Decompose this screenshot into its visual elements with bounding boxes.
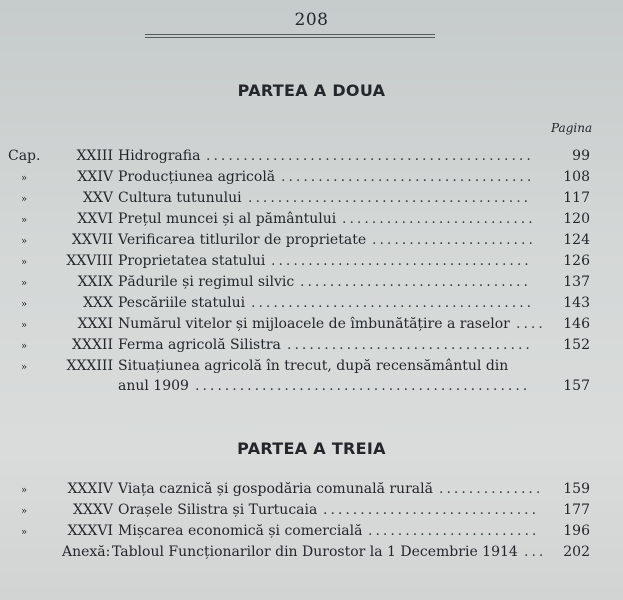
chapter-title: Viața caznică și gospodăria comunală rurală bbox=[118, 481, 433, 497]
dot-leader: ...................................... bbox=[248, 190, 532, 206]
toc-entry bbox=[0, 378, 623, 398]
chapter-number: XXVII bbox=[71, 232, 113, 248]
chapter-number: XXIX bbox=[77, 274, 113, 290]
chapter-prefix: » bbox=[21, 320, 28, 331]
toc-entry bbox=[0, 148, 623, 168]
page-reference: 152 bbox=[563, 337, 590, 353]
chapter-number: XXV bbox=[82, 190, 113, 206]
chapter-prefix: » bbox=[21, 362, 28, 373]
chapter-title: Ferma agricolă Silistra bbox=[118, 337, 281, 353]
chapter-title: Hidrografia bbox=[118, 148, 201, 164]
toc-entry bbox=[0, 337, 623, 357]
page-reference: 137 bbox=[563, 274, 590, 290]
chapter-title: Orașele Silistra și Turtucaia bbox=[118, 502, 318, 518]
toc-entry bbox=[0, 358, 623, 378]
chapter-title: Situațiunea agricolă în trecut, după recensământul din bbox=[118, 358, 509, 374]
dot-leader: .............. bbox=[439, 481, 544, 497]
toc-entry bbox=[0, 211, 623, 231]
page-reference: 196 bbox=[563, 523, 590, 539]
chapter-prefix: » bbox=[21, 485, 28, 496]
dot-leader: .................................. bbox=[281, 169, 535, 185]
page-reference: 99 bbox=[572, 148, 590, 164]
dot-leader: .......................... bbox=[342, 211, 536, 227]
chapter-title: Producțiunea agricolă bbox=[118, 169, 276, 185]
chapter-prefix: » bbox=[21, 527, 28, 538]
page-reference: 146 bbox=[563, 316, 590, 332]
chapter-number: XXX bbox=[83, 295, 113, 311]
header-rule-top bbox=[145, 34, 435, 35]
chapter-title: Numărul vitelor și mijloacele de îmbunătățire a raselor bbox=[118, 316, 510, 332]
dot-leader: ...................................... bbox=[251, 295, 535, 311]
page-reference: 126 bbox=[563, 253, 590, 269]
chapter-title: Verificarea titlurilor de proprietate bbox=[118, 232, 367, 248]
dot-leader: ............................................ bbox=[206, 148, 534, 164]
part-two-title: PARTEA A DOUA bbox=[237, 81, 386, 100]
toc-entry bbox=[0, 232, 623, 252]
chapter-prefix: » bbox=[21, 173, 28, 184]
chapter-title: Proprietatea statului bbox=[118, 253, 266, 269]
page-reference: 108 bbox=[563, 169, 590, 185]
chapter-title: Pescăriile statului bbox=[118, 295, 246, 311]
toc-entry bbox=[0, 295, 623, 315]
dot-leader: ....................... bbox=[368, 523, 540, 539]
chapter-title: anul 1909 bbox=[118, 378, 189, 394]
dot-leader: ................................. bbox=[287, 337, 533, 353]
toc-entry-annex bbox=[0, 544, 623, 564]
chapter-number: XXIV bbox=[77, 169, 113, 185]
chapter-prefix: » bbox=[21, 257, 28, 268]
page-reference: 177 bbox=[563, 502, 590, 518]
chapter-prefix: Cap. bbox=[8, 148, 41, 164]
dot-leader: ............................... bbox=[300, 274, 531, 290]
toc-entry bbox=[0, 274, 623, 294]
chapter-number: XXXIII bbox=[66, 358, 113, 374]
chapter-prefix: » bbox=[21, 194, 28, 205]
page-number: 208 bbox=[294, 10, 329, 30]
chapter-title: Pădurile și regimul silvic bbox=[118, 274, 295, 290]
page-reference: 120 bbox=[563, 211, 590, 227]
dot-leader: ............................................. bbox=[195, 378, 531, 394]
toc-entry bbox=[0, 523, 623, 543]
chapter-number: XXXII bbox=[72, 337, 113, 353]
pagina-column-label: Pagina bbox=[551, 121, 593, 135]
dot-leader: .... bbox=[516, 316, 546, 332]
page-reference: 159 bbox=[563, 481, 590, 497]
chapter-prefix: » bbox=[21, 236, 28, 247]
annex-label: Anexă: bbox=[62, 544, 111, 560]
chapter-prefix: » bbox=[21, 278, 28, 289]
toc-entry bbox=[0, 316, 623, 336]
page-reference: 202 bbox=[563, 544, 590, 560]
toc-entry bbox=[0, 481, 623, 501]
dot-leader: ............................. bbox=[323, 502, 540, 518]
page-reference: 157 bbox=[563, 378, 590, 394]
chapter-prefix: » bbox=[21, 341, 28, 352]
toc-entry bbox=[0, 253, 623, 273]
toc-entry bbox=[0, 190, 623, 210]
page-reference: 117 bbox=[563, 190, 590, 206]
chapter-number: XXIII bbox=[76, 148, 113, 164]
header-rule-bottom bbox=[145, 37, 435, 38]
part-three-title: PARTEA A TREIA bbox=[237, 439, 386, 458]
chapter-number: XXXIV bbox=[67, 481, 113, 497]
page-reference: 143 bbox=[563, 295, 590, 311]
chapter-title: Prețul muncei și al pământului bbox=[118, 211, 337, 227]
chapter-number: XXVIII bbox=[66, 253, 113, 269]
dot-leader: ... bbox=[524, 544, 547, 560]
toc-entry bbox=[0, 169, 623, 189]
dot-leader: ...................... bbox=[372, 232, 536, 248]
chapter-number: XXXV bbox=[72, 502, 113, 518]
chapter-prefix: » bbox=[21, 506, 28, 517]
chapter-title: Mișcarea economică și comercială bbox=[118, 523, 363, 539]
page-reference: 124 bbox=[563, 232, 590, 248]
chapter-prefix: » bbox=[21, 299, 28, 310]
chapter-prefix: » bbox=[21, 215, 28, 226]
chapter-title: Cultura tutunului bbox=[118, 190, 242, 206]
chapter-number: XXVI bbox=[77, 211, 113, 227]
chapter-number: XXXI bbox=[77, 316, 113, 332]
dot-leader: ................................... bbox=[271, 253, 532, 269]
annex-title: Tabloul Funcționarilor din Durostor la 1 Decembrie 1914 bbox=[112, 544, 518, 560]
chapter-number: XXXVI bbox=[67, 523, 113, 539]
toc-entry bbox=[0, 502, 623, 522]
